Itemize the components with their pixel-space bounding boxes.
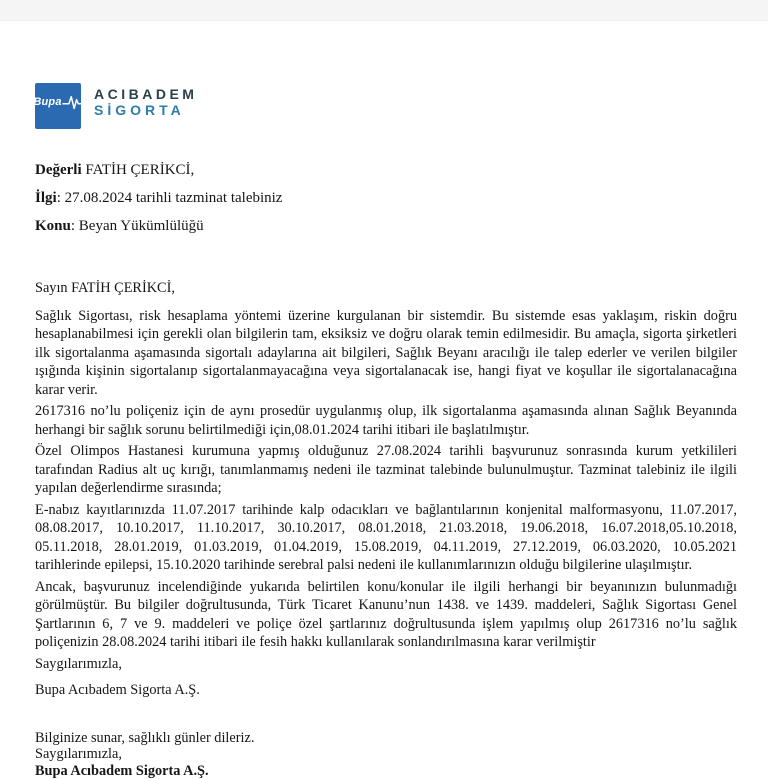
heartbeat-icon <box>63 94 83 110</box>
bupa-logo-square <box>35 83 81 129</box>
subject-label: Konu <box>35 218 71 234</box>
subject-line <box>35 218 737 235</box>
letter-header <box>35 162 737 235</box>
brand-name <box>94 86 197 118</box>
paragraph-2: 2617316 no’lu poliçeniz için de aynı prosedür uygulanmış olup, ilk sigortalanma aşamasında alınan Sağlık Beyanında herhangi bir sağlık sorunu belirtilmediği için,08.01.2024 tarihi itibari ile başlatılmıştır. <box>35 402 737 439</box>
greeting-label: Değerli <box>35 162 85 178</box>
signature-company-name: Bupa Acıbadem Sigorta A.Ş. <box>35 681 737 700</box>
recipient-name: FATİH ÇERİKCİ, <box>85 162 194 178</box>
bupa-wordmark: Bupa <box>33 96 61 108</box>
salutation: Sayın FATİH ÇERİKCİ, <box>35 279 737 298</box>
reference-text: : 27.08.2024 tarihli tazminat talebiniz <box>57 190 283 206</box>
subject-text: : Beyan Yükümlülüğü <box>71 218 204 234</box>
footer-closing: Saygılarımızla, <box>35 746 737 763</box>
paragraph-4: E-nabız kayıtlarınızda 11.07.2017 tarihinde kalp odacıkları ve bağlantılarının konjenital malformasyonu, 11.07.2017, 08.08.2017, 10.10.2017, 11.10.2017, 30.10.2017, 08.01.2018, 21.03.2018, 19.06.2018, 16.07.2018,05.10.2018, 05.11.2018, 28.01.2019, 01.03.2019, 01.04.2019, 15.08.2019, 04.11.2019, 27.12.2019, 06.03.2020, 10.05.2021 tarihlerinde epilepsi, 15.10.2020 tarihinde serebral palsi nedeni ile kullanımlarınızın olduğu bilgilerine ulaşılmıştır. <box>35 501 737 575</box>
paragraph-1: Sağlık Sigortası, risk hesaplama yöntemi üzerine kurgulanan bir sistemdir. Bu sistemde esas yaklaşım, riskin doğru hesaplanabilmesi için gerekli olan bilgilerin tam, eksiksiz ve doğru olarak temin edilmesidir. Bu amaçla, sigorta şirketleri ilk sigortalanma aşamasında sigortalı adaylarına ait bilgileri, Sağlık Beyanı aracılığı ile talep ederler ve verilen bilgiler ışığında kişinin sigortalanıp sigortalanmayacağına veya sigortalanacak ise, hangi fiyat ve koşullar ile sigortalanacağına karar verir. <box>35 307 737 400</box>
brand-name-acibadem: ACIBADEM <box>94 86 197 102</box>
window-top-bar <box>0 0 768 21</box>
footer-company-name: Bupa Acıbadem Sigorta A.Ş. <box>35 763 737 779</box>
letter-footer <box>35 730 737 779</box>
company-logo <box>35 83 737 129</box>
reference-label: İlgi <box>35 190 57 206</box>
insurance-letter-document <box>0 83 768 779</box>
footer-note: Bilginize sunar, sağlıklı günler dileriz. <box>35 730 737 747</box>
brand-name-sigorta: SİGORTA <box>94 102 197 118</box>
paragraph-3: Özel Olimpos Hastanesi kurumuna yapmış olduğunuz 27.08.2024 tarihli başvurunuz sonrasında kurum yetkilileri tarafından Radius alt uç kırığı, tanımlanmamış nedeni ile tazminat talebinde bulunulmuştur. Tazminat talebiniz ile ilgili yapılan değerlendirme sırasında; <box>35 442 737 498</box>
greeting-line <box>35 162 737 179</box>
closing-salutation: Saygılarımızla, <box>35 655 737 674</box>
paragraph-5: Ancak, başvurunuz incelendiğinde yukarıda belirtilen konu/konular ile ilgili herhangi bir beyanınızın bulunmadığı görülmüştür. Bu bilgiler doğrultusunda, Türk Ticaret Kanunu’nun 1438. ve 1439. maddeleri, Sağlık Sigortası Genel Şartlarının 6, 7 ve 9. maddeleri ve poliçe özel şartlarınız doğrultusunda işlem yapılmış olup 2617316 no’lu sağlık poliçenizin 28.08.2024 tarihi itibari ile fesih hakkı kullanılarak sonlandırılmasına karar verilmiştir <box>35 578 737 652</box>
reference-line <box>35 190 737 207</box>
